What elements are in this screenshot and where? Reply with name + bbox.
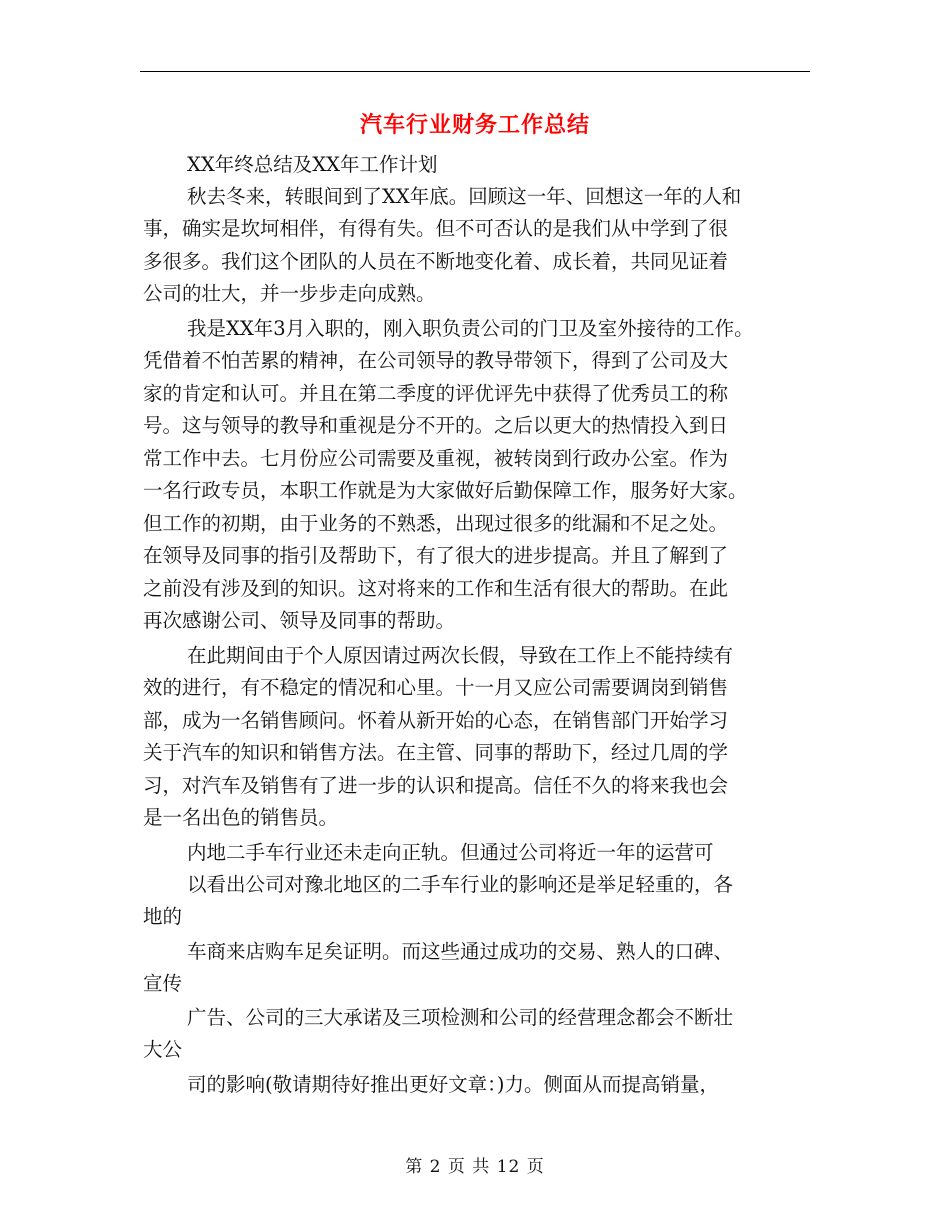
page-number: 第 2 页 共 12 页 [405, 1157, 545, 1177]
body-line: 秋去冬来，转眼间到了XX年底。回顾这一年、回想这一年的人和 [187, 185, 742, 208]
body-line: 事，确实是坎坷相伴，有得有失。但不可否认的是我们从中学到了很 [143, 217, 729, 240]
body-line: 以看出公司对豫北地区的二手车行业的影响还是举足轻重的，各 [187, 873, 734, 896]
body-line: 司的影响(敬请期待好推出更好文章：)力。侧面从而提高销量， [187, 1073, 719, 1096]
body-line: 但工作的初期，由于业务的不熟悉，出现过很多的纰漏和不足之处。 [143, 512, 729, 535]
body-line: 地的 [143, 905, 183, 928]
body-line: 之前没有涉及到的知识。这对将来的工作和生活有很大的帮助。在此 [143, 577, 729, 600]
body-line: 在领导及同事的指引及帮助下，有了很大的进步提高。并且了解到了 [143, 544, 729, 567]
header-rule [140, 71, 810, 72]
body-line: XX年终总结及XX年工作计划 [187, 153, 438, 176]
body-line: 常工作中去。七月份应公司需要及重视，被转岗到行政办公室。作为 [143, 447, 729, 470]
body-line: 家的肯定和认可。并且在第二季度的评优评先中获得了优秀员工的称 [143, 382, 729, 405]
body-line: 一名行政专员，本职工作就是为大家做好后勤保障工作，服务好大家。 [143, 479, 748, 502]
body-line: 车商来店购车足矣证明。而这些通过成功的交易、熟人的口碑、 [187, 940, 734, 963]
body-line: 内地二手车行业还未走向正轨。但通过公司将近一年的运营可 [187, 841, 714, 864]
body-line: 我是XX年3月入职的，刚入职负责公司的门卫及室外接待的工作。 [187, 317, 754, 340]
body-line: 关于汽车的知识和销售方法。在主管、同事的帮助下，经过几周的学 [143, 741, 729, 764]
body-line: 广告、公司的三大承诺及三项检测和公司的经营理念都会不断壮 [187, 1006, 734, 1029]
body-line: 公司的壮大，并一步步走向成熟。 [143, 282, 436, 305]
body-line: 效的进行，有不稳定的情况和心里。十一月又应公司需要调岗到销售 [143, 676, 729, 699]
body-line: 大公 [143, 1038, 183, 1061]
body-line: 部，成为一名销售顾问。怀着从新开始的心态，在销售部门开始学习 [143, 709, 729, 732]
body-line: 再次感谢公司、领导及同事的帮助。 [143, 609, 456, 632]
body-line: 是一名出色的销售员。 [143, 806, 339, 829]
body-line: 宣传 [143, 972, 183, 995]
body-line: 习，对汽车及销售有了进一步的认识和提高。信任不久的将来我也会 [143, 774, 729, 797]
body-line: 号。这与领导的教导和重视是分不开的。之后以更大的热情投入到日 [143, 414, 729, 437]
body-line: 凭借着不怕苦累的精神，在公司领导的教导带领下，得到了公司及大 [143, 349, 729, 372]
body-line: 多很多。我们这个团队的人员在不断地变化着、成长着，共同见证着 [143, 250, 729, 273]
body-line: 在此期间由于个人原因请过两次长假，导致在工作上不能持续有 [187, 644, 734, 667]
document-title: 汽车行业财务工作总结 [359, 112, 590, 138]
